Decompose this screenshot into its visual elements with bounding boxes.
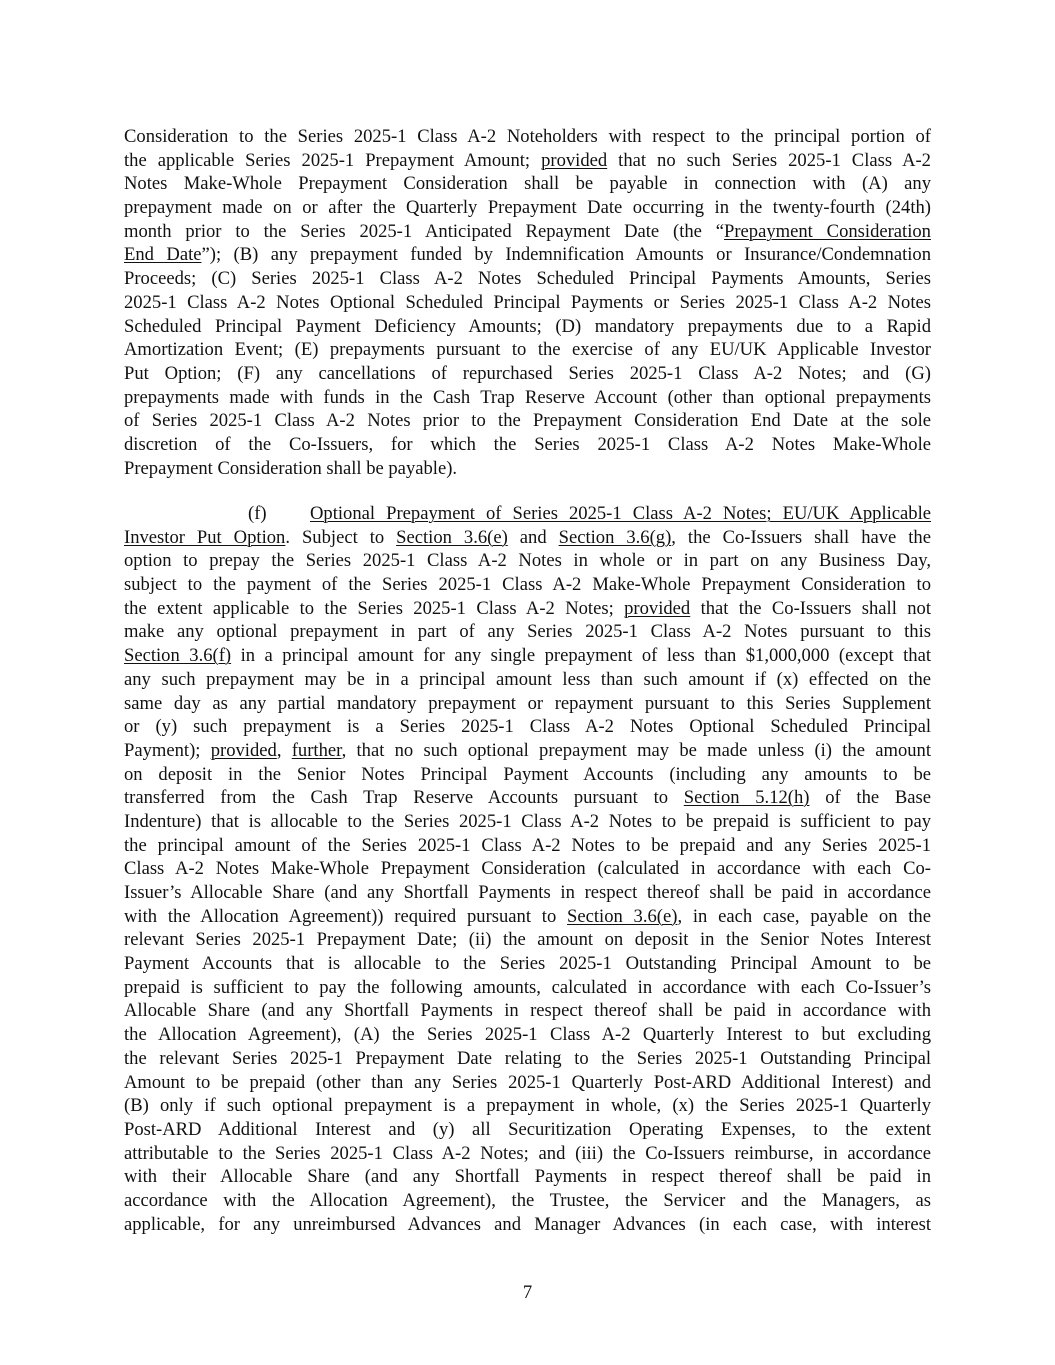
text-line bbox=[124, 1118, 931, 1142]
text-line bbox=[124, 1213, 931, 1237]
text-line bbox=[124, 220, 931, 244]
text-line bbox=[124, 1071, 931, 1095]
text-line bbox=[124, 881, 931, 905]
text-segment: the principal amount of the Series 2025-1 Class A-2 Notes to be prepaid and any Series 2025-1 bbox=[124, 834, 931, 856]
text-segment: prepayment made on or after the Quarterly Prepayment Date occurring in the twenty-fourth (24th) bbox=[124, 197, 931, 219]
text-segment: Put Option; (F) any cancellations of repurchased Series 2025-1 Class A-2 Notes; and (G) bbox=[124, 362, 931, 384]
underlined-term: provided bbox=[624, 597, 691, 619]
underlined-term: Section 3.6(g) bbox=[558, 526, 672, 548]
text-line bbox=[124, 644, 931, 668]
text-line bbox=[124, 291, 931, 315]
text-line bbox=[124, 620, 931, 644]
text-segment: of the Base bbox=[809, 787, 931, 809]
text-segment: attributable to the Series 2025-1 Class A-2 Notes; and (iii) the Co-Issuers reimburse, in accordance bbox=[124, 1142, 931, 1164]
text-line bbox=[124, 976, 931, 1000]
text-segment: relevant Series 2025-1 Prepayment Date; (ii) the amount on deposit in the Senior Notes Interest bbox=[124, 929, 931, 951]
text-segment: Consideration to the Series 2025-1 Class A-2 Noteholders with respect to the principal portion of bbox=[124, 126, 931, 147]
text-segment: , in each case, payable on the bbox=[677, 905, 931, 927]
text-line bbox=[124, 172, 931, 196]
text-line bbox=[124, 362, 931, 386]
text-line bbox=[124, 1142, 931, 1166]
text-line bbox=[124, 315, 931, 339]
text-line bbox=[124, 786, 931, 810]
text-line bbox=[124, 739, 931, 763]
text-line bbox=[124, 149, 931, 173]
underlined-term: provided bbox=[541, 149, 608, 171]
text-line bbox=[124, 952, 931, 976]
text-segment: . Subject to bbox=[285, 526, 397, 548]
text-line bbox=[124, 386, 931, 410]
text-segment: Prepayment Consideration shall be payable). bbox=[124, 457, 458, 479]
underlined-term: Section 3.6(e) bbox=[396, 526, 508, 548]
text-segment: month prior to the Series 2025-1 Anticipated Repayment Date (the “ bbox=[124, 220, 725, 242]
text-segment: with their Allocable Share (and any Shortfall Payments in respect thereof shall be paid in bbox=[124, 1166, 931, 1188]
text-segment: ”); (B) any prepayment funded by Indemnification Amounts or Insurance/Condemnation bbox=[201, 244, 932, 266]
text-segment: Amount to be prepaid (other than any Series 2025-1 Quarterly Post-ARD Additional Interest) and bbox=[124, 1071, 931, 1093]
text-segment: (B) only if such optional prepayment is a prepayment in whole, (x) the Series 2025-1 Quarterly bbox=[124, 1095, 931, 1117]
text-segment: Issuer’s Allocable Share (and any Shortfall Payments in respect thereof shall be paid in accordance bbox=[124, 882, 931, 903]
text-line bbox=[124, 999, 931, 1023]
underlined-term: provided bbox=[210, 739, 277, 761]
text-line bbox=[124, 1189, 931, 1213]
underlined-term: Optional Prepayment of Series 2025-1 Class A-2 Notes; EU/UK Applicable bbox=[310, 503, 931, 524]
underlined-term: Section 3.6(f) bbox=[124, 645, 232, 667]
text-segment: or (y) such prepayment is a Series 2025-1 Class A-2 Notes Optional Scheduled Principal bbox=[124, 716, 931, 738]
text-segment: prepaid is sufficient to pay the following amounts, calculated in accordance with each Co-Issuer’s bbox=[124, 976, 931, 998]
text-line bbox=[124, 715, 931, 739]
text-segment: the extent applicable to the Series 2025-1 Class A-2 Notes; bbox=[124, 597, 625, 619]
text-segment: discretion of the Co-Issuers, for which the Series 2025-1 Class A-2 Notes Make-Whole bbox=[124, 433, 931, 455]
text-segment: Proceeds; (C) Series 2025-1 Class A-2 Notes Scheduled Principal Payments Amounts, Series bbox=[124, 268, 931, 290]
text-line bbox=[124, 928, 931, 952]
text-segment: make any optional prepayment in part of any Series 2025-1 Class A-2 Notes pursuant to this bbox=[124, 621, 931, 643]
text-line bbox=[124, 1047, 931, 1071]
text-segment: that the Co-Issuers shall not bbox=[690, 597, 931, 619]
text-line bbox=[124, 338, 931, 362]
text-line bbox=[124, 763, 931, 787]
text-line bbox=[124, 905, 931, 929]
text-line bbox=[124, 597, 931, 621]
text-segment: on deposit in the Senior Notes Principal Payment Accounts (including any amounts to be bbox=[124, 763, 931, 785]
text-segment: Class A-2 Notes Make-Whole Prepayment Consideration (calculated in accordance with each Co- bbox=[124, 858, 931, 880]
text-segment: option to prepay the Series 2025-1 Class A-2 Notes in whole or in part on any Business Day, bbox=[124, 550, 931, 572]
text-segment: Indenture) that is allocable to the Series 2025-1 Class A-2 Notes to be prepaid is sufficient to pay bbox=[124, 810, 931, 832]
text-segment: and bbox=[507, 526, 559, 548]
underlined-term: Investor Put Option bbox=[124, 526, 286, 548]
underlined-term: Section 5.12(h) bbox=[683, 787, 810, 809]
text-line bbox=[124, 502, 931, 526]
underlined-term: further bbox=[291, 739, 342, 761]
text-line bbox=[124, 409, 931, 433]
text-segment: prepayments made with funds in the Cash Trap Reserve Account (other than optional prepayments bbox=[124, 386, 931, 408]
text-segment: the applicable Series 2025-1 Prepayment Amount; bbox=[124, 149, 542, 171]
text-line bbox=[124, 526, 931, 550]
text-segment: accordance with the Allocation Agreement), the Trustee, the Servicer and the Managers, as bbox=[124, 1189, 931, 1211]
text-line bbox=[124, 267, 931, 291]
underlined-term: Section 3.6(e) bbox=[567, 905, 678, 927]
text-segment: same day as any partial mandatory prepayment or repayment pursuant to this Series Supplement bbox=[124, 692, 931, 714]
text-segment: with the Allocation Agreement)) required pursuant to bbox=[124, 905, 568, 927]
text-line bbox=[124, 573, 931, 597]
text-line bbox=[124, 857, 931, 881]
text-segment: Scheduled Principal Payment Deficiency Amounts; (D) mandatory prepayments due to a Rapid bbox=[124, 315, 931, 337]
text-line bbox=[124, 834, 931, 858]
text-segment: subject to the payment of the Series 2025-1 Class A-2 Make-Whole Prepayment Consideration to bbox=[124, 574, 931, 596]
text-segment: Notes Make-Whole Prepayment Consideration shall be payable in connection with (A) any bbox=[124, 173, 931, 195]
text-line bbox=[124, 692, 931, 716]
paragraph-label: (f) bbox=[248, 503, 267, 524]
text-segment: Payment Accounts that is allocable to the Series 2025-1 Outstanding Principal Amount to be bbox=[124, 953, 931, 975]
text-line bbox=[124, 810, 931, 834]
text-segment: the Allocation Agreement), (A) the Series 2025-1 Class A-2 Quarterly Interest to but excluding bbox=[124, 1024, 931, 1046]
text-line bbox=[124, 668, 931, 692]
text-line bbox=[124, 243, 931, 267]
text-segment: Amortization Event; (E) prepayments pursuant to the exercise of any EU/UK Applicable Investor bbox=[124, 339, 931, 361]
text-line bbox=[124, 1023, 931, 1047]
text-line bbox=[124, 125, 931, 149]
text-line bbox=[124, 549, 931, 573]
paragraph-continuation bbox=[124, 125, 931, 480]
text-segment: of Series 2025-1 Class A-2 Notes prior to the Prepayment Consideration End Date at the sole bbox=[124, 410, 931, 432]
text-line bbox=[124, 196, 931, 220]
text-segment: the relevant Series 2025-1 Prepayment Date relating to the Series 2025-1 Outstanding Principal bbox=[124, 1047, 931, 1069]
text-segment: applicable, for any unreimbursed Advances and Manager Advances (in each case, with interest bbox=[124, 1213, 931, 1235]
text-segment: Allocable Share (and any Shortfall Payments in respect thereof shall be paid in accordance with bbox=[124, 1000, 931, 1022]
text-line bbox=[124, 457, 931, 481]
text-segment: , that no such optional prepayment may be made unless (i) the amount bbox=[341, 739, 932, 761]
text-segment: , the Co-Issuers shall have the bbox=[671, 526, 931, 548]
text-segment: transferred from the Cash Trap Reserve Accounts pursuant to bbox=[124, 787, 684, 809]
text-segment: Payment); bbox=[124, 739, 211, 761]
text-segment: that no such Series 2025-1 Class A-2 bbox=[607, 149, 931, 171]
paragraph-optional-prepayment bbox=[124, 502, 931, 1236]
text-segment: Post-ARD Additional Interest and (y) all Securitization Operating Expenses, to the extent bbox=[124, 1118, 931, 1140]
underlined-term: End Date bbox=[124, 244, 202, 266]
underlined-term: Prepayment Consideration bbox=[724, 220, 931, 242]
text-line bbox=[124, 1165, 931, 1189]
text-line bbox=[124, 1094, 931, 1118]
text-segment: any such prepayment may be in a principal amount less than such amount if (x) effected on the bbox=[124, 668, 931, 690]
text-segment: 2025-1 Class A-2 Notes Optional Scheduled Principal Payments or Series 2025-1 Class A-2 Notes bbox=[124, 291, 931, 313]
text-segment: in a principal amount for any single prepayment of less than $1,000,000 (except that bbox=[231, 645, 931, 667]
text-line bbox=[124, 433, 931, 457]
text-segment: , bbox=[276, 739, 292, 761]
page-number: 7 bbox=[522, 1282, 533, 1303]
